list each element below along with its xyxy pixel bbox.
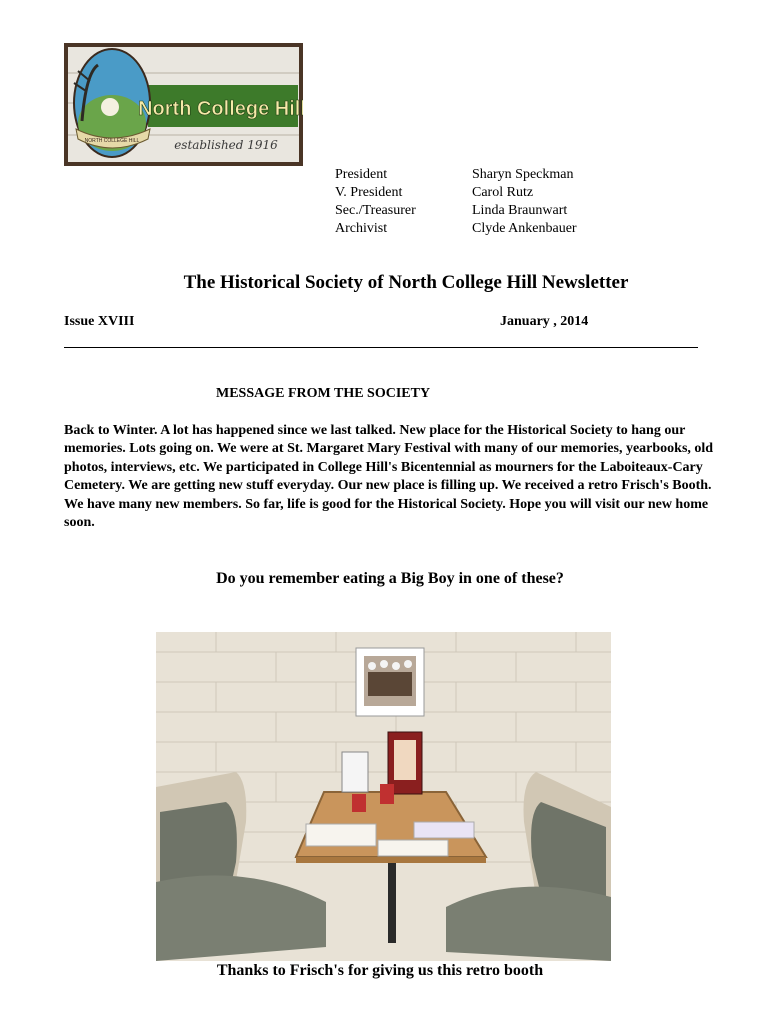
officer-name: Clyde Ankenbauer bbox=[472, 221, 577, 236]
photo-caption: Thanks to Frisch's for giving us this retro booth bbox=[216, 962, 544, 979]
officer-name: Carol Rutz bbox=[472, 185, 534, 200]
issue-date: January , 2014 bbox=[500, 314, 589, 329]
officer-role: Archivist bbox=[335, 221, 388, 236]
booth-photo bbox=[156, 632, 611, 961]
logo-established: established 1916 bbox=[174, 138, 278, 152]
officer-role: President bbox=[335, 167, 388, 182]
officer-role: V. President bbox=[335, 185, 403, 200]
message-heading: MESSAGE FROM THE SOCIETY bbox=[216, 386, 431, 401]
message-body: Back to Winter. A lot has happened since we last talked. New place for the Historical Society to hang our memories. Lots going on. We were at St. Margaret Mary Festival with many of our memories, yearbooks, old photos, interviews, etc. We participated in College Hill's Bicentennial as mourners for the Laboiteaux-Cary Cemetery. We are getting new stuff everyday. Our new place is filling up. We received a retro Frisch's Booth. We have many new members. So far, life is good for the Historical Society. Hope you will visit our new home soon. bbox=[64, 423, 714, 531]
officer-row bbox=[335, 202, 635, 220]
officer-row bbox=[335, 184, 635, 202]
logo-town-name: North College Hill bbox=[138, 98, 303, 120]
divider-line bbox=[64, 347, 698, 348]
logo bbox=[64, 43, 303, 166]
newsletter-title: The Historical Society of North College Hill Newsletter bbox=[183, 272, 629, 293]
officer-row bbox=[335, 166, 635, 184]
officer-name: Linda Braunwart bbox=[472, 203, 568, 218]
issue-number: Issue XVIII bbox=[64, 314, 135, 329]
feature-question: Do you remember eating a Big Boy in one of these? bbox=[216, 570, 564, 587]
officer-name: Sharyn Speckman bbox=[472, 167, 574, 182]
logo-seal-text: NORTH COLLEGE HILL bbox=[84, 138, 140, 144]
officers-list bbox=[335, 166, 635, 238]
officer-row bbox=[335, 220, 635, 238]
officer-role: Sec./Treasurer bbox=[335, 203, 416, 218]
